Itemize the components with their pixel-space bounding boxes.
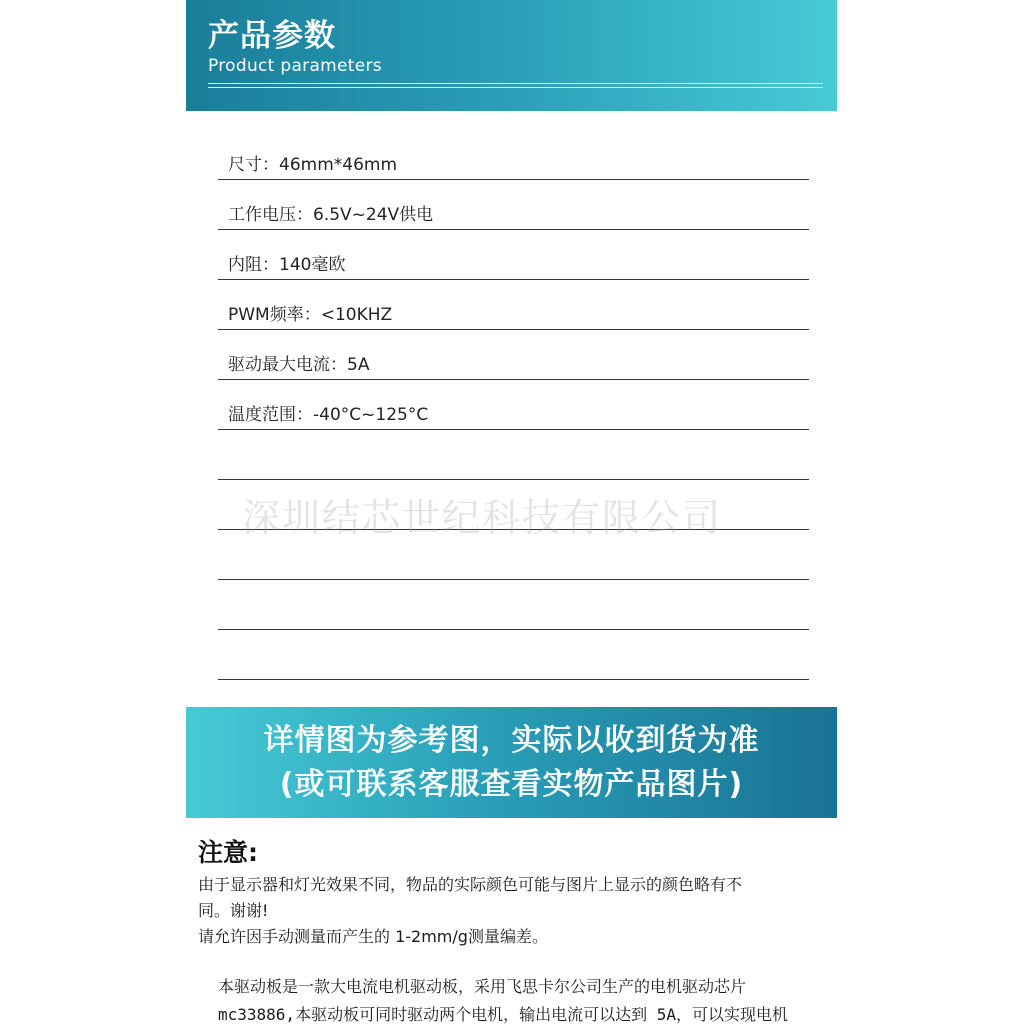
- parameter-row-voltage: [218, 181, 809, 230]
- note-body: [198, 872, 828, 950]
- header-divider: [208, 83, 823, 84]
- parameter-row-size: [218, 131, 809, 180]
- description-line: 本驱动板是一款大电流电机驱动板，采用飞思卡尔公司生产的电机驱动芯片: [218, 977, 747, 996]
- product-detail-page: [186, 0, 837, 1024]
- parameter-row-current: [218, 331, 809, 380]
- notice-line: (或可联系客服查看实物产品图片): [279, 767, 744, 802]
- note-line: 请允许因手动测量而产生的 1-2mm/g测量编差。: [198, 927, 548, 946]
- note-line: 由于显示器和灯光效果不同，物品的实际颜色可能与图片上显示的颜色略有不: [198, 875, 743, 894]
- product-description: [218, 973, 838, 1029]
- parameter-row-temperature: [218, 381, 809, 430]
- notice-line: 详情图为参考图，实际以收到货为准: [263, 723, 760, 758]
- header-divider: [208, 87, 823, 88]
- parameter-row-empty: [218, 431, 809, 480]
- parameter-text: 工作电压：6.5V~24V供电: [228, 205, 434, 225]
- header-subtitle: Product parameters: [208, 56, 382, 76]
- parameter-row-pwm: [218, 281, 809, 330]
- parameter-text: 温度范围：-40°C~125°C: [228, 405, 429, 425]
- note-title: 注意:: [198, 838, 258, 867]
- header-title: 产品参数: [208, 18, 336, 54]
- parameters-header-banner: [186, 0, 837, 111]
- parameter-text: 驱动最大电流：5A: [228, 355, 370, 375]
- note-line: 同。谢谢!: [198, 901, 269, 920]
- reference-notice-banner: [186, 707, 837, 818]
- parameter-text: PWM频率：<10KHZ: [228, 305, 393, 325]
- company-watermark: 深圳结芯世纪科技有限公司: [242, 496, 723, 540]
- parameter-row-resistance: [218, 231, 809, 280]
- parameter-text: 尺寸：46mm*46mm: [228, 155, 398, 175]
- parameter-list: [218, 131, 809, 680]
- parameter-row-empty: [218, 581, 809, 630]
- parameter-text: 内阻：140毫欧: [228, 255, 346, 275]
- description-line: mc33886,本驱动板可同时驱动两个电机，输出电流可以达到 5A，可以实现电机: [218, 1005, 788, 1024]
- parameter-row-empty: [218, 631, 809, 680]
